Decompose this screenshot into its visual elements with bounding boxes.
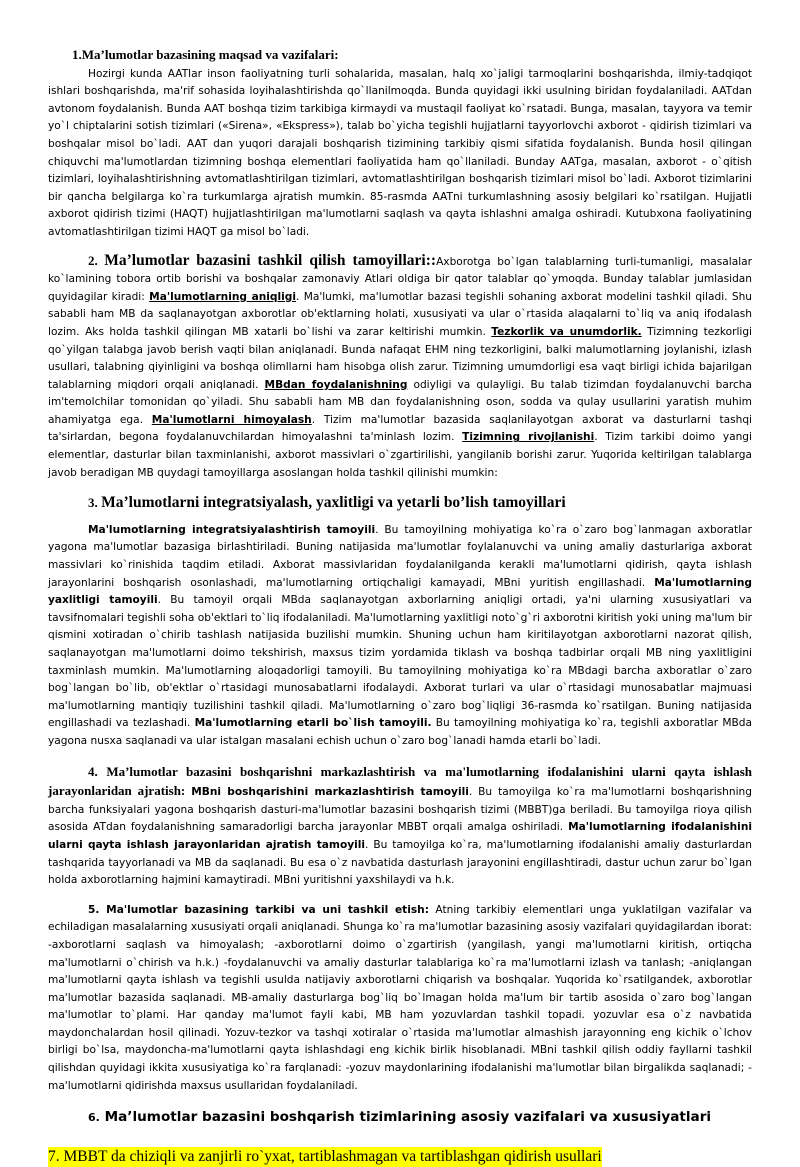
section-2-text: Tizimning tezkorligi qo`yilgan talabga javob berish vaqti bilan aniqlanadi. Bunda nafaqat EHM ning tezkorligini, balki malumotlarning joylanishi, izlash usullari, talabning qiyinligini va boshqa olimllarni ham hisobga olish zarur. Tizimning umumdorligi esa vaqt birligi ichida bajarilgan talablarning miqdori orqali aniqlanadi.	[48, 325, 753, 391]
section-3-text: . Bu tamoyil orqali MBda saqlanayotgan axborlarning aniqligi ortadi, ya'ni ularning xususiyatlari va tavsifnomalari tegishli soha ob'ektlari to`liq ifodalaniladi. Ma'lumotlarning yaxlitligi noto`g`ri axborotni kiritish yoki uning ma'lum bir qismini xotiradan o`chirib tashlash natijasida buzilishi mumkin. Shuning uchun ham kiritilayotgan axborotlarni nazorat qilish, saqlanayotgan ma'lumotlarni doimo tekshirish, maxsus tizim yordamida tiklash va boshqa tadbirlar orqali MB ning yaxlitligini taxminlash mumkin. Ma'lumotlarning aloqadorligi tamoyili. Bu tamoyilning mohiyatiga ko`ra MBdagi barcha axboratlar o`zaro bog`langan bo`lib, ob'ektlar o`rtasidagi munosabatlarni ifodalaydi. Axborat turlari va ular o`rtasidagi munosabatlar majmuasi ma'lumotlarning mantiqiy tuzilishini tashkil qiladi. Ma'lumotlarning o`zaro bog`liqligi 36-rasmda ko`rsatilgan. Buning natijasida engillashadi va tezlashadi.	[48, 594, 752, 730]
section-4-text: . Bu tamoyilga ko`ra, ma'lumotlarning ifodalanishi amaliy dasturlardan tashqarida tayyorlanadi va MB da saqlanadi. Bu esa o`z navbatida dasturlash jarayonini engillashtiradi, dastur uchun zarur bo`lgan holda axborotlarning hajmini kamaytiradi. MBni yuritishni yaxshilaydi va h.k.	[48, 838, 752, 887]
section-2-number: 2.	[88, 252, 98, 268]
section-6-number: 6.	[88, 1111, 100, 1125]
section-4-title: Ma’lumotlar bazasini boshqarishni markazlashtirish va ma'lumotlarning ifodalanishini ularni qayta ishlash jarayonlaridan ajratish:	[48, 763, 752, 799]
term-integration: Ma'lumotlarning integratsiyalashtirish tamoyili	[88, 523, 376, 536]
section-3-text: . Bu tamoyilning mohiyatiga ko`ra o`zaro bog`lanmagan axboratlar yagona ma'lumotlar bazasiga birlashtiriladi. Buning natijasida ma'lumotlar foylalanuvchi va uning amaliy dasturlariga axborat massivlari ko`rinishida taqdim etiladi. Axborat massivlaridan foydalanilganda kerakli ma'lumotlarni qidirish, qayta ishlash jarayonlarini boshqarish osonlashadi, ma'lumotlarning ortiqchaligi kamayadi, MBni yuritish engillashadi.	[48, 523, 752, 589]
section-2-text: . Ma'lumki, ma'lumotlar bazasi tegishli sohaning axborat modelini tashkil qiladi. Shu sababli ham MB da saqlanayotgan axborotlar ob'ektlarning holati, xususiyati va ular o`rtasida alaqalarni to`liq va aniq ifodalash lozim. Aks holda tashkil qilingan MB xatarli bo`lishi va zarar keltirishi mumkin.	[48, 290, 752, 338]
section-5-text: Atning tarkibiy elementlari unga yuklatilgan vazifalar va echiladigan masalalarning xususiyati orqali aniqlanadi. Shunga ko`ra ma'lumotlar bazasining asosiy vazifalari quyidagilardan iborat: -axborotlarni saqlash va himoyalash; -axborotlarni doimo o`zgartirish (yangilash, yangi ma'lumotlarni kiritish, ortiqcha ma'lumotlarni o`chirish va h.k.) -foydalanuvchi va amaliy dasturlar talablariga ko`ra ma'lumotlarni izlash va tanlash; -aniqlangan ma'lumotlarni qayta ishlash va tegishli usulda natijaviy axborotlarni chiqarish va boshqalar. Yuqorida ko`rsatilgandek, axborotlar ma'lumotlar bazasida saqlanadi. MB-amaliy dasturlarga bog`liq bo`lmagan holda ma'lum bir tartib asosida o`zaro bog`langan ma'lumotlar to`plami. Har qanday ma'lumot fayli kabi, MB ham yozuvlardan tashkil topadi. yozuvlar esa o`z navbatida maydonchalardan hosil qilinadi. Yozuv-tezkor va tashqi xotiralar o`rtasida ma'lumotlar almashish jarayonning eng kichik o`lchov birligi bo`lsa, maydoncha-ma'lumotlarni qayta ishlashdagi eng kichik birlik hisoblanadi. MBni tashkil qilish oddiy fayllarni tashkil qilishdan quyidagi ikkita xususiyatiga ko`ra farqlanadi: -yozuv maydonlarining ifodalanishi ma'lumotlar bilan birgalikda saqlanadi; -ma'lumotlarni qidirishda maxsus usullaridan foydalaniladi.	[48, 903, 753, 1092]
section-7-title-highlighted: 7. MBBT da chiziqli va zanjirli ro`yxat, tartiblashmagan va tartiblashgan qidirish usullari	[48, 1147, 602, 1165]
section-4-text: . Bu tamoyilga ko`ra ma'lumotlarni boshqarishning barcha funksiyalari yagona boshqarish dasturi-ma'lumotlar bazasini boshqarish tizimi (MBBT)ga beriladi. Bu tamoyilga rioya qilish asosida ATdan foydalanishning samaradorligi barcha jarayonlar MBBT orqali amalga oshiriladi.	[48, 786, 752, 834]
section-5	[48, 902, 752, 1096]
section-3-title: Ma’lumotlarni integratsiyalash, yaxlitligi va yetarli bo’lish tamoyillari	[101, 494, 566, 512]
term-integrity: Ma'lumotlarning yaxlitligi tamoyili	[48, 576, 752, 607]
section-1-body: Hozirgi kunda AATlar inson faoliyatning turli sohalarida, masalan, halq xo`jaligi tarmoqlarini boshqarishda, ilmiy-tadqiqot ishlari boshqarishda, ma'rif sohasida loyihalashtirishda qo`llanilmoqda. Bunda quyidagi ikki usulning biridan foydalaniladi. AATdan avtonom foydalanish. Bunda AAT boshqa tizim tarkibiga kirmaydi va mustaqil faoliyat ko`rsatadi. Bunga, masalan, tayyora va temir yo`l chiptalarini sotish tizimlari («Sirena», «Ekspress»), talab bo`yicha tegishli hujjatlarni tayyorlovchi axborot - qidirish tizimlari va boshqalar misol bo`ladi. AAT dan yuqori darajali boshqarish tizimining tarkibiy qismi sifatida foydalanish. Bunda hosil qilingan chiquvchi ma'lumotlardan tizimning boshqa elementlari faoliyatida ham qo`llaniladi. Bunday AATga, masalan, axborot - o`qitish tizimlari, loyihalashtirishning avtomatlashtirilgan tizimlari, avtomatlashtirilgan boshqarish tizimlari misol bo`ladi. Axborot tizimlarini bir qancha belgilarga ko`ra turkumlarga ajratish mumkin. 85-rasmda AATni turkumlashning asosiy belgilari ko`rsatilgan. Hujjatli axborot qidirish tizimi (HAQT) hujjatlashtirilgan ma'lumotlarni saqlash va qayta ishlashni amalga oshiradi. Kutubxona faoliyatining avtomatlashtirilgan tizimi HAQT ga misol bo`ladi.	[48, 67, 752, 238]
section-2-text: . Tizim ma'lumotlar bazasida saqlanilayotgan axborat va dasturlarni tashqi ta'sirlardan, begona foydalanuvchilardan himoyalashni ta'minlash lozim.	[48, 413, 752, 444]
term-separation: Ma'lumotlarning ifodalanishini ularni qayta ishlash jarayonlaridan ajratish tamoyili	[48, 821, 752, 851]
section-2-text: Axborotga bo`lgan talablarning turli-tumanligi, masalalar ko`lamining tobora ortib borishi va boshqalar zamonaviy Atlari oldiga bir qator talablar qo`ymoqda. Bunday talablar jumlasidan quyidagilar kiradi:	[48, 255, 752, 303]
section-1-title: 1.Ma’lumotlar bazasining maqsad va vazifalari:	[72, 47, 339, 62]
section-3-body	[48, 522, 752, 751]
term-protection: Ma'lumotlarni himoyalash	[151, 413, 312, 426]
section-4-number: 4.	[88, 763, 98, 779]
section-7-heading	[48, 1137, 752, 1167]
section-2-text: odiyligi va qulayligi. Bu talab tizimdan foydalanuvchi barcha im'temolchilar tomonidan qo`yiladi. Shu sababli ham MB dan foydalanishning oson, sodda va qulay usullarini yaratish muhim ahamiyatga ega.	[48, 378, 752, 426]
term-accuracy: Ma'lumotlarning aniqligi	[149, 290, 296, 303]
term-usability: MBdan foydalanishning	[264, 378, 408, 391]
section-4	[48, 763, 752, 890]
section-6-heading	[48, 1109, 752, 1127]
section-2-text: . Tizim tarkibi doimo yangi elementlar, dasturlar bilan taxminlanishi, axborot massivlari o`zgartirilishi, yangilanib borishi zarur. Yuqorida keltirilgan talablarga javob beradigan MB quydagi tamoyillarga asoslangan holda tashkil qilinishi mumkin:	[48, 431, 752, 479]
section-3-number: 3.	[88, 495, 98, 511]
section-6-title: Ma’lumotlar bazasini boshqarish tizimlarining asosiy vazifalari va xususiyatlari	[104, 1109, 712, 1126]
section-3-text: Bu tamoyilning mohiyatiga ko`ra, tegishli axboratlar MBda yagona nusxa saqlanadi va ular istalgan masalani echish uchun o`zaro bog`lanadi hamda etarli bo`ladi.	[48, 717, 752, 747]
section-2	[48, 252, 752, 483]
document-page	[48, 46, 752, 1167]
term-sufficiency: Ma'lumotlarning etarli bo`lish tamoyili.	[194, 717, 432, 730]
section-3-heading	[48, 494, 752, 514]
section-2-title: Ma’lumotlar bazasini tashkil qilish tamoyillari::	[104, 251, 437, 269]
term-development: Tizimning rivojlanishi	[462, 431, 595, 444]
term-speed: Tezkorlik va unumdorlik.	[491, 325, 642, 338]
term-centralization: MBni boshqarishini markazlashtirish tamoyili	[191, 786, 469, 799]
section-5-title: 5. Ma'lumotlar bazasining tarkibi va uni tashkil etish:	[88, 903, 429, 916]
section-1	[48, 46, 752, 66]
